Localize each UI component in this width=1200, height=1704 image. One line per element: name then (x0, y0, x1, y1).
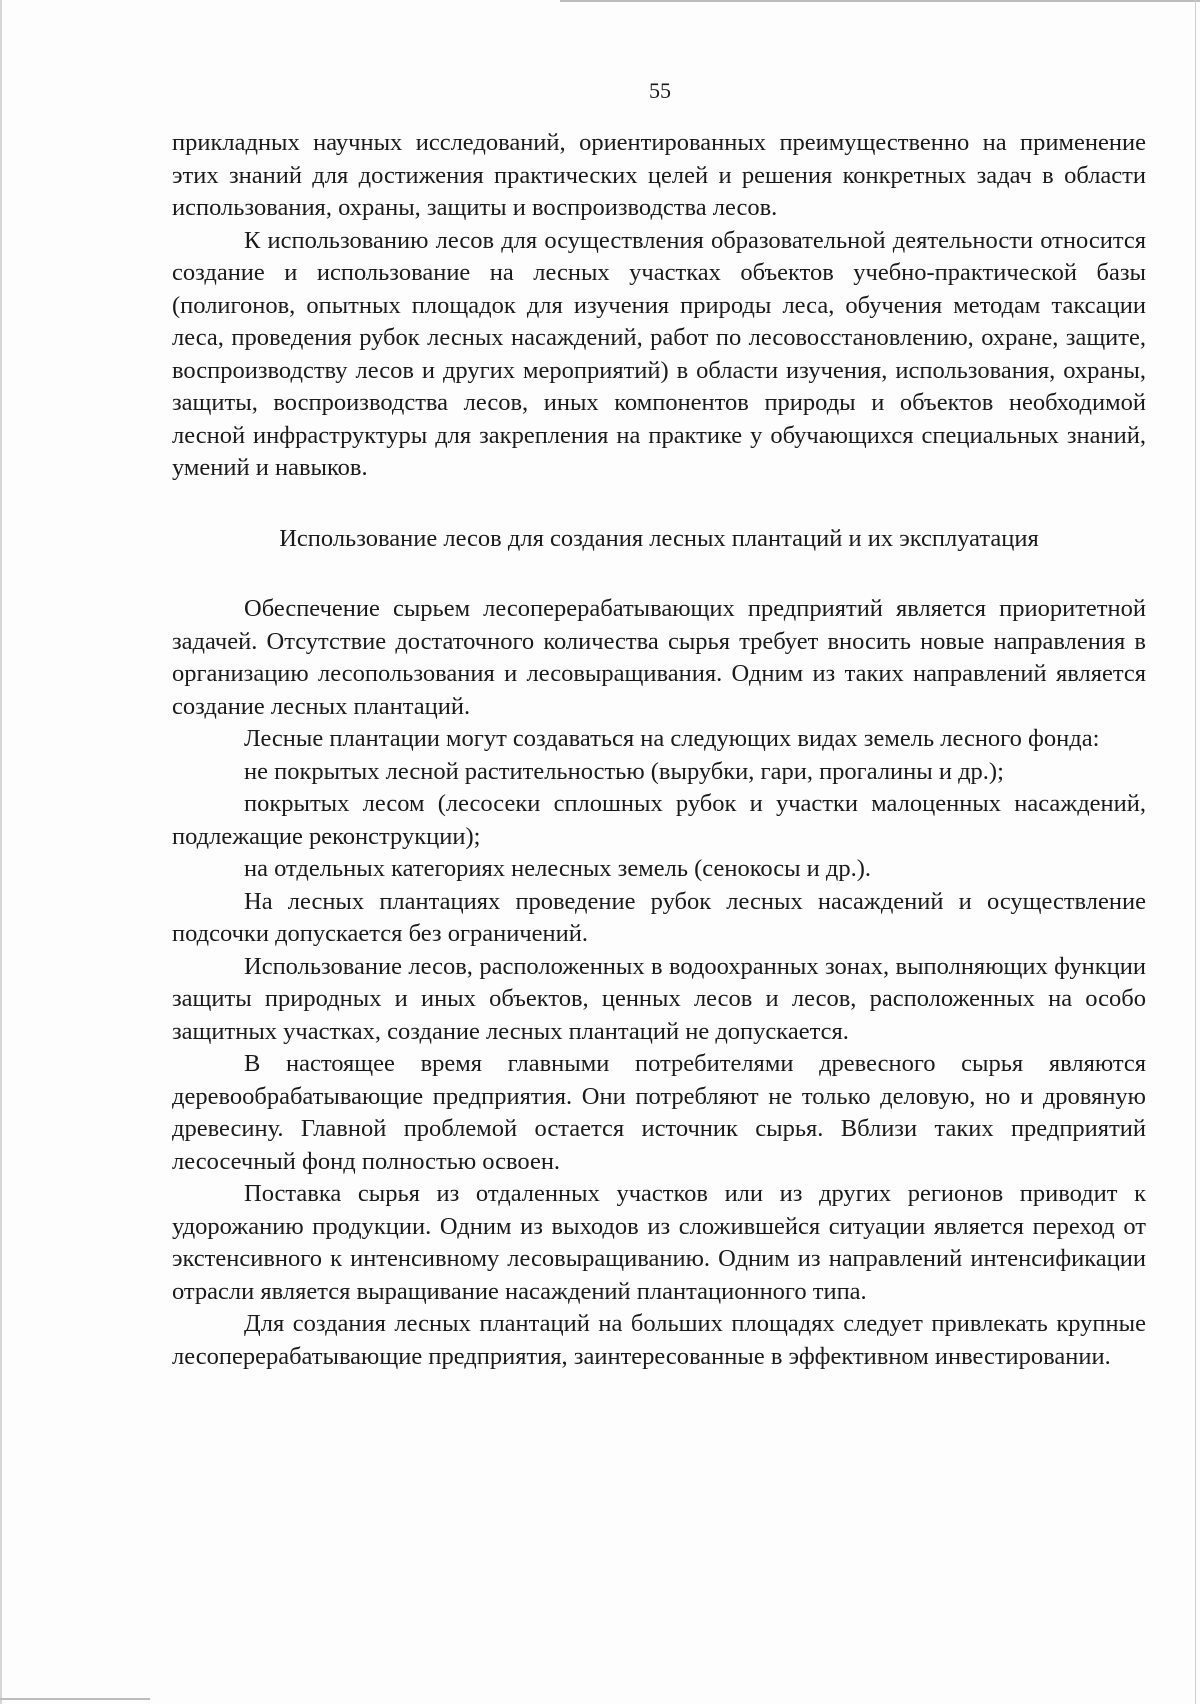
page-number: 55 (649, 78, 671, 103)
paragraph: Обеспечение сырьем лесоперерабатывающих предприятий является приоритетной задачей. Отсутствие достаточного количества сырья требует вносить новые направления в организацию лесопользования и лесовыращивания. Одним из таких направлений является создание лесных плантаций. (172, 595, 1146, 720)
paragraph: Для создания лесных плантаций на больших площадях следует привлекать крупные лесоперерабатывающие предприятия, заинтересованные в эффективном инвестировании. (172, 1310, 1146, 1370)
scan-edge-top (560, 0, 1200, 2)
section-heading: Использование лесов для создания лесных плантаций и их эксплуатация (279, 524, 1039, 552)
list-item: на отдельных категориях нелесных земель (сенокосы и др.). (244, 855, 872, 882)
paragraph: В настоящее время главными потребителями древесного сырья являются деревообрабатывающие предприятия. Они потребляют не только деловую, но и дровяную древесину. Главной проблемой остается источник сырья. Вблизи таких предприятий лесосечный фонд полностью освоен. (172, 1050, 1146, 1175)
paragraph-continuation: прикладных научных исследований, ориентированных преимущественно на применение этих знаний для достижения практических целей и решения конкретных задач в области использования, охраны, защиты и воспроизводства лесов. (172, 129, 1146, 221)
paragraph-education-use: К использованию лесов для осуществления образовательной деятельности относится создание и использование на лесных участках объектов учебно-практической базы (полигонов, опытных площадок для изучения природы леса, обучения методам таксации леса, проведения рубок лесных насаждений, работ по лесовосстановлению, охране, защите, воспроизводству лесов и других мероприятий) в области изучения, использования, охраны, защиты, воспроизводства лесов, иных компонентов природы и объектов необходимой лесной инфраструктуры для закрепления на практике у обучающихся специальных знаний, умений и навыков. (172, 226, 1146, 481)
paragraph: Лесные плантации могут создаваться на следующих видах земель лесного фонда: (244, 725, 1100, 752)
scan-edge-bottom (0, 1698, 150, 1700)
list-item: не покрытых лесной растительностью (вырубки, гари, прогалины и др.); (244, 757, 1004, 785)
document-body (172, 127, 1146, 1373)
list-item: покрытых лесом (лесосеки сплошных рубок и участки малоценных насаждений, подлежащие реконструкции); (172, 790, 1146, 850)
paragraph: Использование лесов, расположенных в водоохранных зонах, выполняющих функции защиты природных и иных объектов, ценных лесов и лесов, расположенных на особо защитных участках, создание лесных плантаций не допускается. (172, 952, 1146, 1045)
paragraph: На лесных плантациях проведение рубок лесных насаждений и осуществление подсочки допускается без ограничений. (172, 887, 1146, 947)
scan-edge-right (1195, 0, 1196, 1704)
scan-edge-left (0, 0, 2, 1704)
paragraph: Поставка сырья из отдаленных участков или из других регионов приводит к удорожанию продукции. Одним из выходов из сложившейся ситуации является переход от экстенсивного к интенсивному лесовыращиванию. Одним из направлений интенсификации отрасли является выращивание насаждений плантационного типа. (172, 1180, 1146, 1305)
